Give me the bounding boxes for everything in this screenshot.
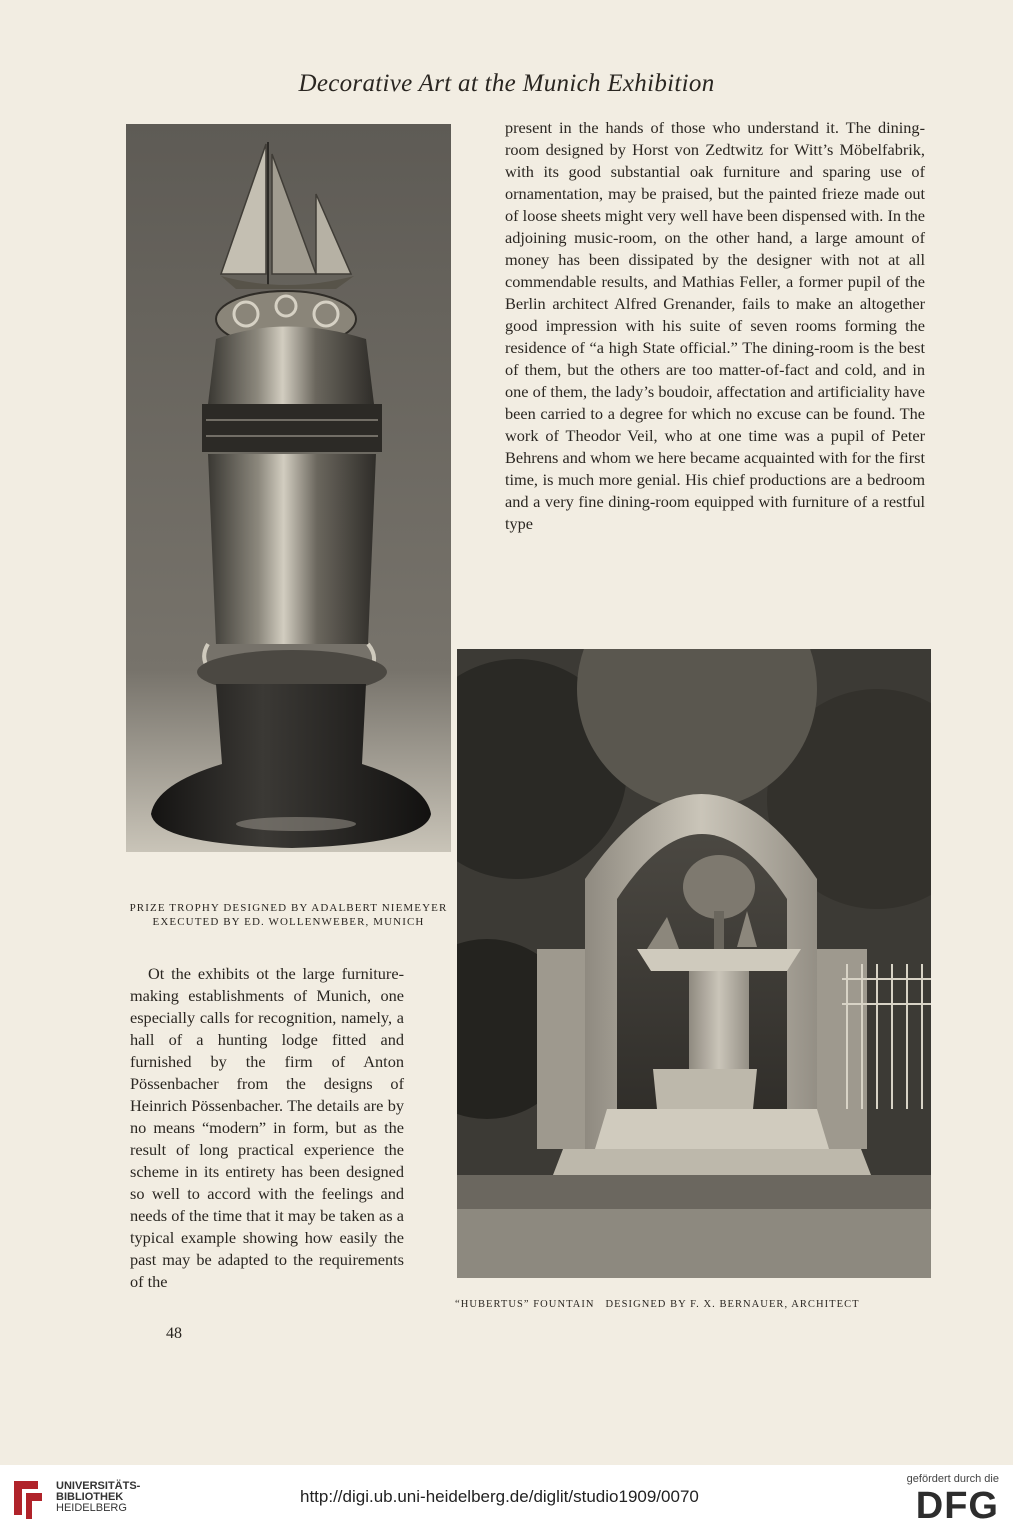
fountain-caption-credit: DESIGNED BY F. X. BERNAUER, ARCHITECT: [605, 1299, 860, 1310]
running-head: Decorative Art at the Munich Exhibition: [298, 70, 715, 97]
fountain-caption-title: “HUBERTUS” FOUNTAIN: [455, 1299, 595, 1310]
funded-by-label: gefördert durch die: [906, 1473, 999, 1485]
library-name-line-3: HEIDELBERG: [56, 1502, 127, 1514]
dfg-logo: DFG: [915, 1485, 999, 1527]
page-number: 48: [166, 1325, 182, 1342]
fountain-caption: [455, 1298, 945, 1312]
trophy-caption-line-1: PRIZE TROPHY DESIGNED BY ADALBERT NIEMEYER: [129, 902, 448, 914]
left-column-paragraph: Ot the exhibits ot the large furniture-making establishments of Munich, one especially calls for recognition, namely, a hall of a hunting lodge fitted and furnished by the firm of Anton Pössenbacher from the designs of Heinrich Pössenbacher. The details are by no means “modern” in form, but as the result of long practical experience the scheme in its entirety has been designed so well to accord with the feelings and needs of the time that it may be taken as a typical example showing how easily the past may be adapted to the requirements of the: [130, 964, 404, 1291]
university-library-logo-icon: [8, 1475, 48, 1521]
library-name-line-2: BIBLIOTHEK: [56, 1491, 124, 1503]
trophy-photograph: [126, 124, 451, 852]
digitization-footer: [0, 1465, 1013, 1534]
fountain-photograph: [457, 649, 931, 1278]
library-name: [56, 1481, 140, 1514]
right-column-paragraph: present in the hands of those who understand it. The dining-room designed by Horst von Zedtwitz for Witt’s Möbelfabrik, with its good substantial oak furniture and sparing use of ornamentation, may be praised, but the painted frieze made out of loose sheets might very well have been dispensed with. In the adjoining music-room, on the other hand, a large amount of money has been dissipated by the designer with not at all commendable results, and Mathias Feller, a former pupil of the Berlin architect Alfred Grenander, fails to make an altogether good impression with his suite of seven rooms forming the residence of “a high State official.” The dining-room is the best of them, but the others are too matter-of-fact and cold, and in one of them, the lady’s boudoir, affectation and artificiality have been carried to a degree for which no excuse can be found. The work of Theodor Veil, who at one time was a pupil of Peter Behrens and whom we here became acquainted with for the first time, is much more genial. His chief productions are a bedroom and a very fine dining-room equipped with furniture of a restful type: [505, 118, 925, 533]
left-text-column: [130, 963, 404, 1318]
library-name-line-1: UNIVERSITÄTS-: [56, 1480, 141, 1492]
permalink-url[interactable]: http://digi.ub.uni-heidelberg.de/diglit/studio1909/0070: [300, 1487, 699, 1506]
trophy-caption: [116, 901, 461, 929]
right-text-column: [505, 117, 925, 612]
trophy-caption-line-2: EXECUTED BY ED. WOLLENWEBER, MUNICH: [152, 916, 425, 928]
